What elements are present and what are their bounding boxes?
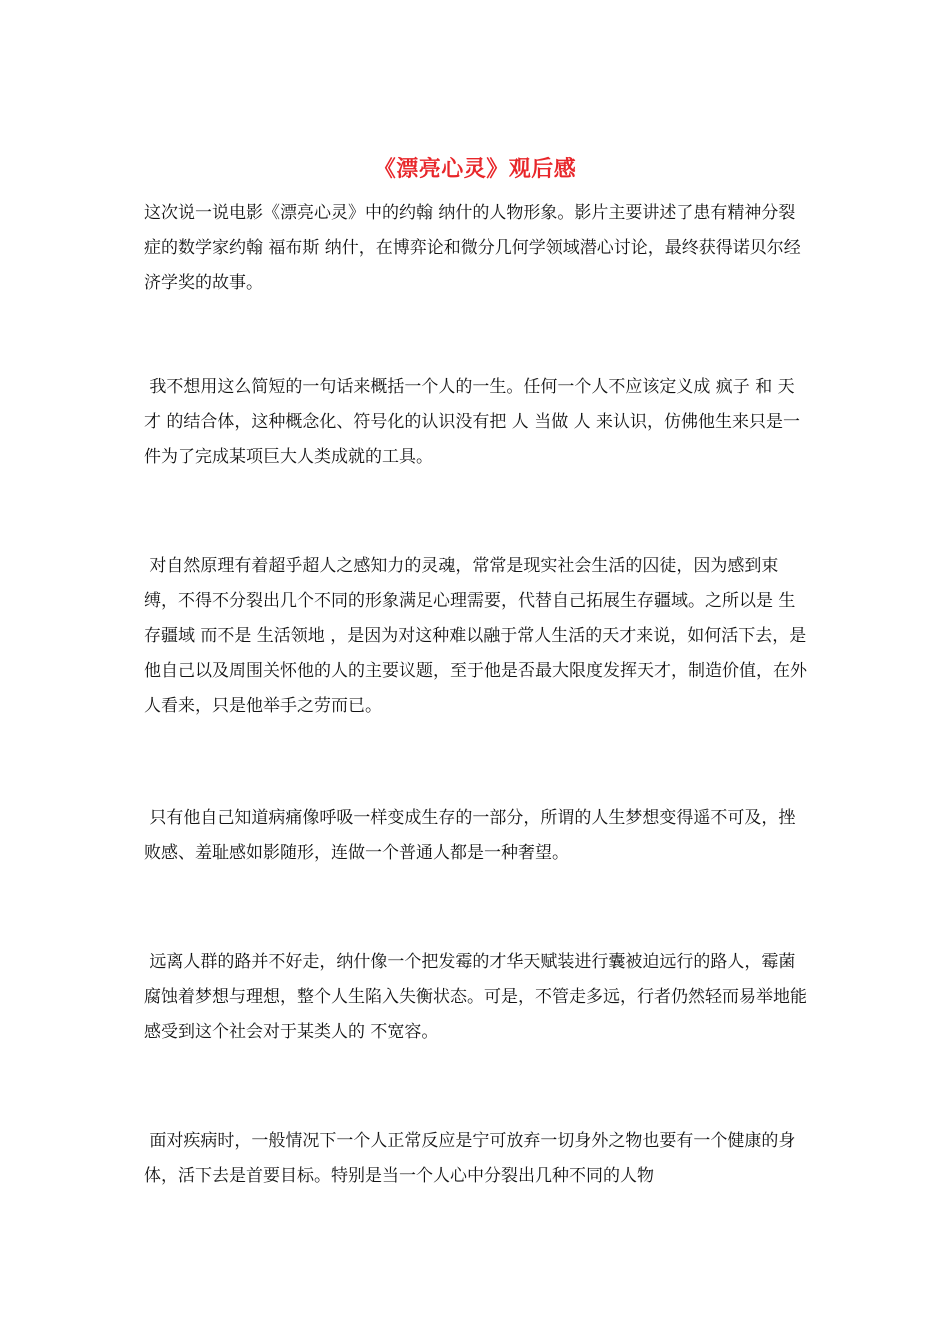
- document-title: 《漂亮心灵》观后感: [373, 156, 577, 182]
- paragraph-1: 这次说一说电影《漂亮心灵》中的约翰 纳什的人物形象。影片主要讲述了患有精神分裂症的数学家约翰 福布斯 纳什，在博弈论和微分几何学领域潜心讨论，最终获得诺贝尔经济学奖的故事。: [144, 203, 801, 293]
- paragraph-6: 面对疾病时，一般情况下一个人正常反应是宁可放弃一切身外之物也要有一个健康的身体，活下去是首要目标。特别是当一个人心中分裂出几种不同的人物: [144, 1131, 796, 1186]
- paragraph-4: 只有他自己知道病痛像呼吸一样变成生存的一部分，所谓的人生梦想变得遥不可及，挫败感、羞耻感如影随形，连做一个普通人都是一种奢望。: [144, 808, 796, 863]
- paragraph-5: 远离人群的路并不好走，纳什像一个把发霉的才华天赋装进行囊被迫远行的路人，霉菌腐蚀着梦想与理想，整个人生陷入失衡状态。可是，不管走多远，行者仍然轻而易举地能感受到这个社会对于某类人的 不宽容。: [144, 952, 807, 1042]
- paragraph-2: 我不想用这么简短的一句话来概括一个人的一生。任何一个人不应该定义成 疯子 和 天才 的结合体，这种概念化、符号化的认识没有把 人 当做 人 来认识，仿佛他生来只是一件为了完成某项巨大人类成就的工具。: [144, 377, 801, 467]
- paragraph-3: 对自然原理有着超乎超人之感知力的灵魂，常常是现实社会生活的囚徒，因为感到束缚，不得不分裂出几个不同的形象满足心理需要，代替自己拓展生存疆域。之所以是 生存疆域 而不是 生活领地 ，是因为对这种难以融于常人生活的天才来说，如何活下去，是他自己以及周围关怀他的人的主要议题，至于他是否最大限度发挥天才，制造价值，在外人看来，只是他举手之劳而已。: [144, 556, 807, 716]
